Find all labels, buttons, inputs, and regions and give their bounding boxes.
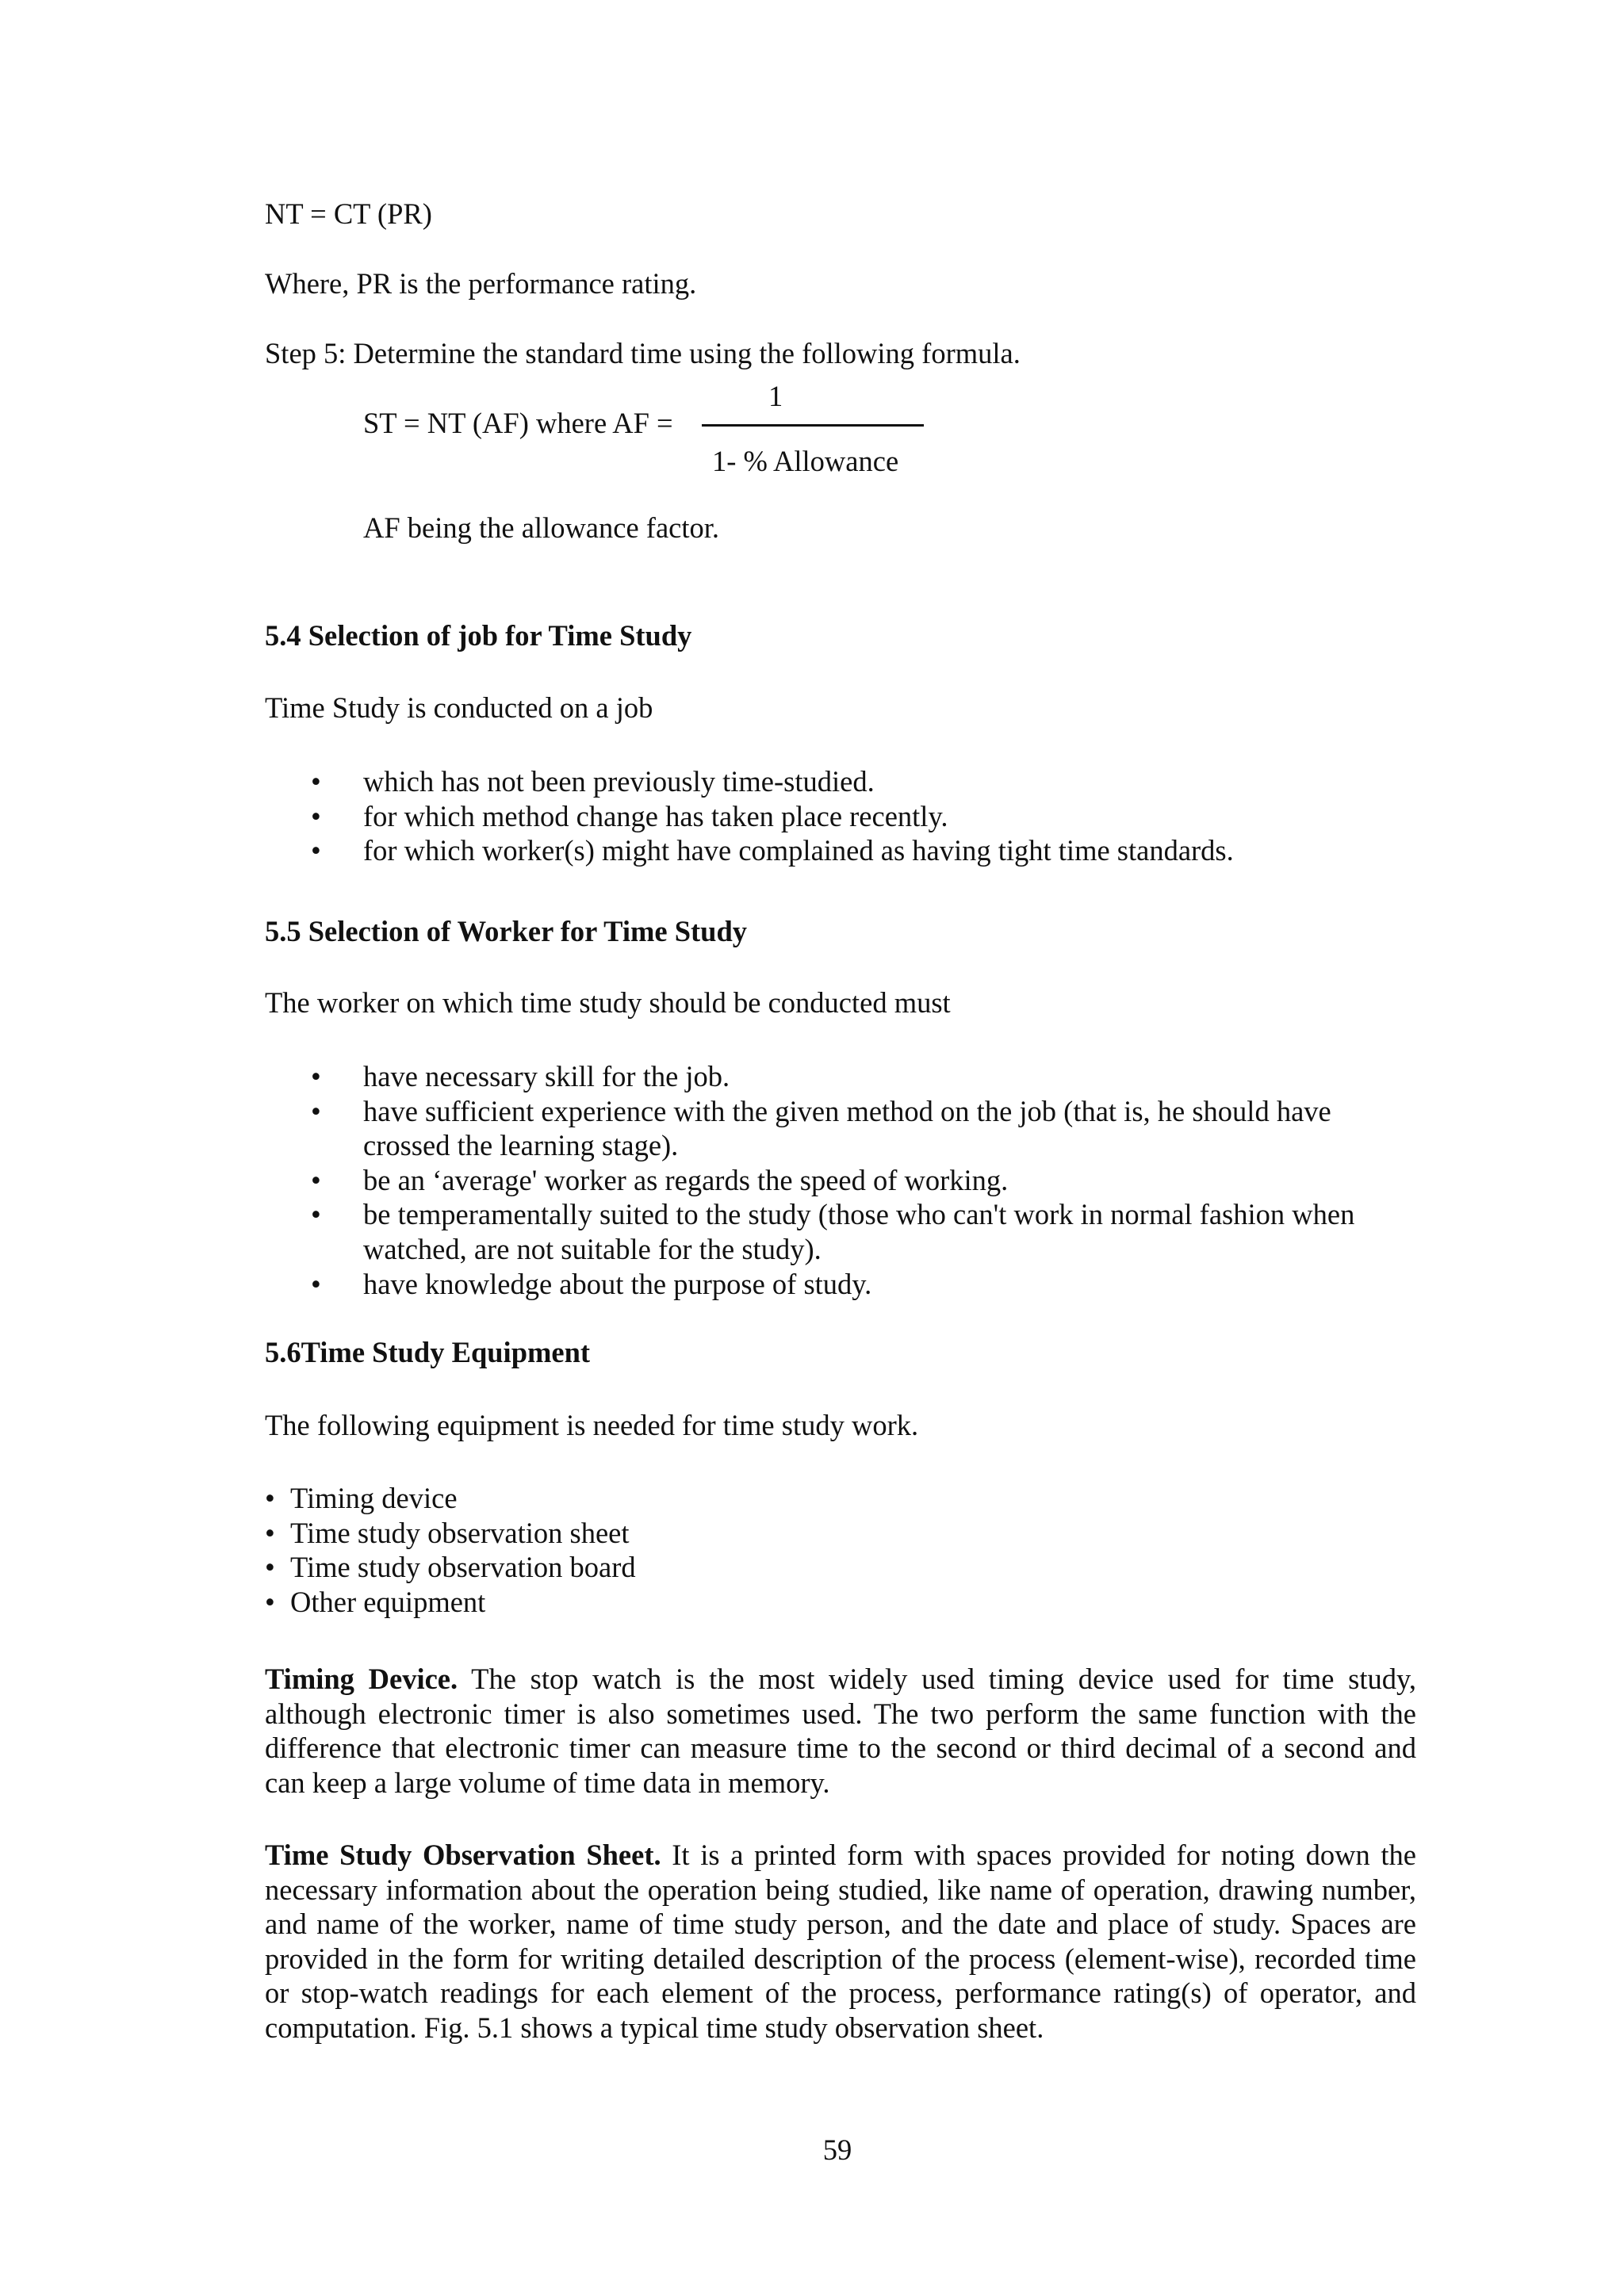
list-item-text: Time study observation sheet [290,1516,630,1549]
fraction-bar [702,424,924,427]
list-item-text: for which worker(s) might have complained as having tight time standards. [363,834,1234,867]
timing-device-text: The stop watch is the most widely used timing device used for time study, although electronic timer is also sometimes used. The two perform the same function with the difference that electronic timer can measure time to the second or third decimal of a second and can keep a large volume of time data in memory. [265,1663,1416,1799]
bullet-icon: • [265,1516,275,1549]
observation-sheet-text: It is a printed form with spaces provided for noting down the necessary information about the operation being studied, like name of operation, drawing number, and name of the worker, name of time study person, and the date and place of study. Spaces are provided in the form for writing detailed description of the process (element-wise), recorded time or stop-watch readings for each element of the process, performance rating(s) of operator, and computation. Fig. 5.1 shows a typical time study observation sheet. [265,1839,1417,2044]
list-item-text: have necessary skill for the job. [363,1060,730,1093]
list-item-text: be an ‘average' worker as regards the speed of working. [363,1163,1009,1196]
observation-sheet-paragraph [265,1838,1416,2045]
list-item [265,1516,636,1551]
bullet-icon: • [265,1551,275,1584]
section-5-4-heading: 5.4 Selection of job for Time Study [265,619,692,652]
list-item [265,1094,1416,1163]
list-item [265,1197,1416,1266]
timing-device-paragraph [265,1662,1416,1800]
list-item-text: Timing device [290,1482,458,1514]
list-item-text: Time study observation board [290,1551,636,1584]
list-item-text: which has not been previously time-studied. [363,765,875,798]
observation-sheet-term: Time Study Observation Sheet. [265,1839,661,1871]
formula-left-side: ST = NT (AF) where AF = [363,407,673,439]
bullet-icon: • [311,1198,321,1231]
bullet-icon: • [311,1267,321,1300]
bullet-icon: • [311,834,321,867]
section-5-6-heading: 5.6Time Study Equipment [265,1336,591,1368]
af-note: AF being the allowance factor. [363,511,719,544]
formula-numerator: 1 [768,380,783,412]
list-item [265,1267,1416,1302]
section-5-4-bullet-list [265,764,1416,868]
bullet-icon: • [265,1585,275,1618]
page-number: 59 [822,2133,852,2166]
equipment-list [265,1481,636,1619]
section-5-5-heading: 5.5 Selection of Worker for Time Study [265,915,748,947]
section-5-6-intro: The following equipment is needed for time study work. [265,1409,919,1441]
list-item [265,833,1416,868]
section-5-5-intro: The worker on which time study should be conducted must [265,986,951,1019]
bullet-icon: • [311,1163,321,1196]
formula-nt: NT = CT (PR) [265,197,432,230]
bullet-icon: • [311,1060,321,1093]
list-item [265,1550,636,1585]
timing-device-term: Timing Device. [265,1663,458,1695]
list-item [265,799,1416,834]
where-pr-text: Where, PR is the performance rating. [265,267,697,300]
section-5-5-bullet-list [265,1059,1416,1301]
list-item [265,764,1416,799]
list-item-text: be temperamentally suited to the study (those who can't work in normal fashion when watched, are not suitable for the study). [363,1198,1355,1265]
step5-text: Step 5: Determine the standard time using the following formula. [265,337,1021,369]
formula-denominator: 1- % Allowance [712,445,899,477]
bullet-icon: • [265,1482,275,1514]
bullet-icon: • [311,765,321,798]
list-item-text: have knowledge about the purpose of study. [363,1267,872,1300]
list-item-text: Other equipment [290,1585,486,1618]
list-item [265,1585,636,1620]
list-item [265,1481,636,1516]
bullet-icon: • [311,1094,321,1127]
section-5-4-intro: Time Study is conducted on a job [265,691,653,724]
list-item [265,1163,1416,1198]
list-item-text: have sufficient experience with the given method on the job (that is, he should have crossed the learning stage). [363,1094,1331,1162]
list-item-text: for which method change has taken place recently. [363,799,948,832]
bullet-icon: • [311,799,321,832]
list-item [265,1059,1416,1094]
